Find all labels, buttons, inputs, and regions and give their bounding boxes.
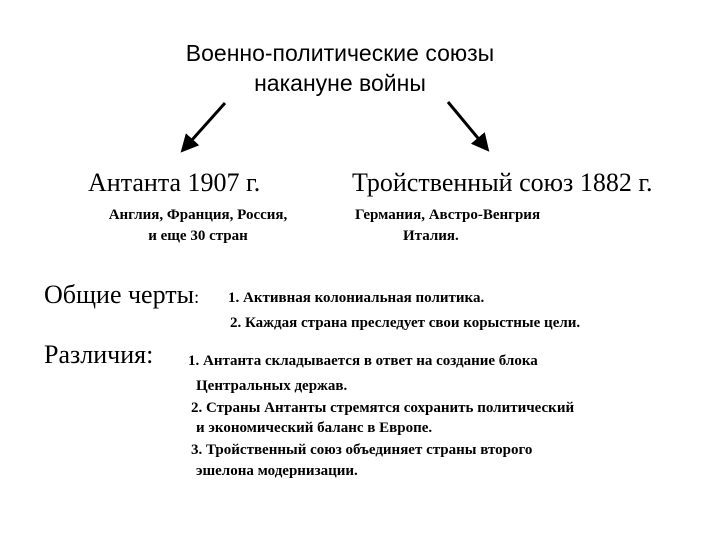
diagram-title-line-2: накануне войны bbox=[254, 70, 426, 96]
differences-heading: Различия: bbox=[44, 340, 154, 369]
entente-members bbox=[78, 205, 318, 247]
difference-item-line: Центральных держав. bbox=[196, 378, 348, 394]
difference-item-line: 3. Тройственный союз объединяет страны второго bbox=[191, 442, 533, 458]
entente-title: Антанта 1907 г. bbox=[88, 168, 261, 197]
difference-item-line: 1. Антанта складывается в ответ на создание блока bbox=[188, 353, 538, 369]
triple-alliance-members bbox=[355, 205, 540, 247]
triple-members-line-1: Германия, Австро-Венгрия bbox=[355, 207, 541, 223]
difference-item-line: эшелона модернизации. bbox=[196, 463, 358, 479]
triple-members-line-2: Италия. bbox=[403, 228, 459, 244]
arrow-down-right-icon bbox=[448, 102, 487, 149]
difference-item-line: 2. Страны Антанты стремятся сохранить политический bbox=[191, 400, 575, 416]
common-features-heading bbox=[44, 280, 199, 310]
common-feature-item: 1. Активная колониальная политика. bbox=[228, 290, 485, 306]
common-feature-item: 2. Каждая страна преследует свои корыстные цели. bbox=[230, 315, 581, 331]
common-heading-colon: : bbox=[194, 287, 200, 307]
arrow-down-left-icon bbox=[183, 103, 225, 150]
difference-item-line: и экономический баланс в Европе. bbox=[196, 420, 433, 436]
diagram-title-line-1: Военно-политические союзы bbox=[185, 40, 495, 66]
common-heading-text: Общие черты bbox=[44, 280, 195, 309]
entente-members-line-1: Англия, Франция, Россия, bbox=[108, 207, 288, 223]
entente-members-line-2: и еще 30 стран bbox=[148, 228, 248, 244]
triple-alliance-title: Тройственный союз 1882 г. bbox=[352, 168, 653, 197]
